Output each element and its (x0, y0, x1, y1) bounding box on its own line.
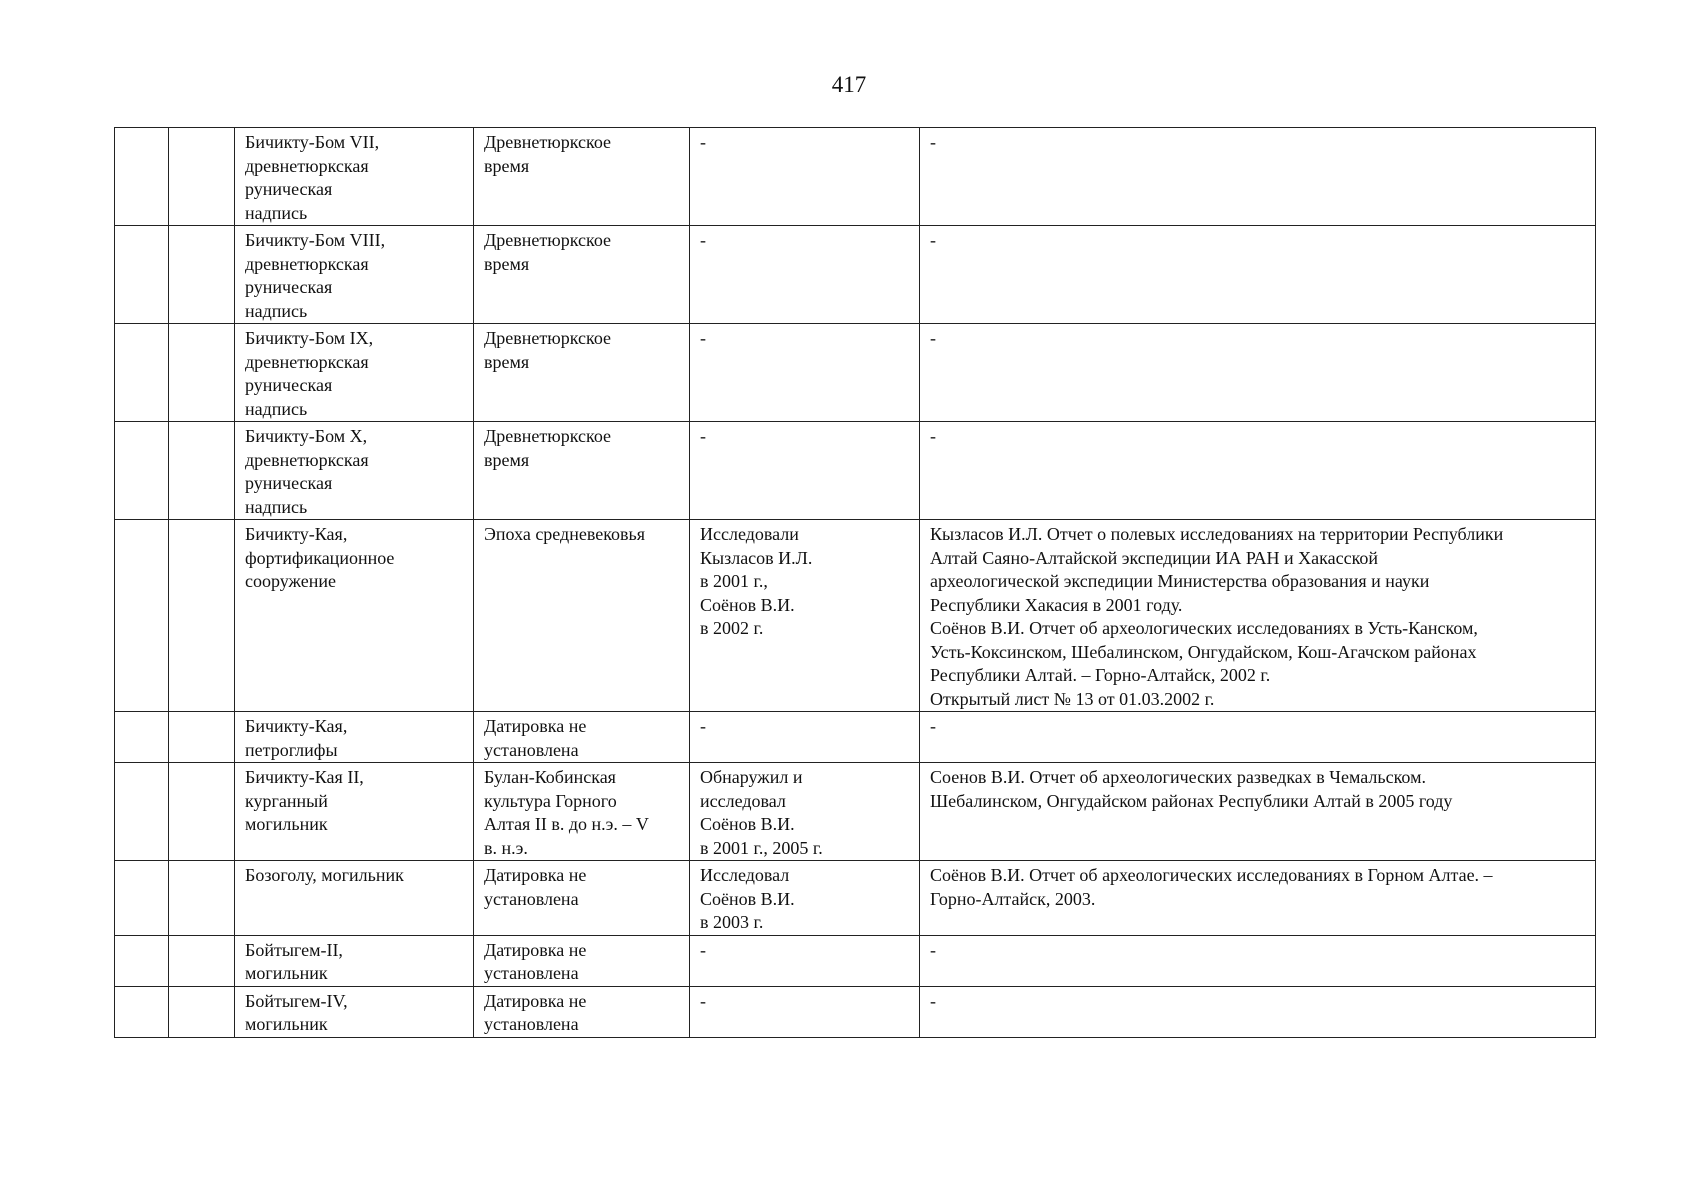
research-cell: - (690, 422, 920, 520)
dating-cell: Древнетюркское время (474, 128, 690, 226)
table-row (115, 712, 1596, 763)
table-row (115, 324, 1596, 422)
number-cell (169, 935, 235, 986)
table-row (115, 520, 1596, 712)
table-row (115, 861, 1596, 936)
index-cell (115, 128, 169, 226)
site-name-cell: Бойтыгем-II, могильник (235, 935, 474, 986)
table-row (115, 128, 1596, 226)
index-cell (115, 763, 169, 861)
number-cell (169, 520, 235, 712)
site-name-cell: Бичикту-Бом VII, древнетюркская руническая надпись (235, 128, 474, 226)
dating-cell: Древнетюркское время (474, 226, 690, 324)
index-cell (115, 520, 169, 712)
research-cell: - (690, 712, 920, 763)
table-row (115, 763, 1596, 861)
number-cell (169, 986, 235, 1037)
number-cell (169, 712, 235, 763)
site-name-cell: Бичикту-Кая, петроглифы (235, 712, 474, 763)
index-cell (115, 422, 169, 520)
number-cell (169, 422, 235, 520)
sources-cell: Соёнов В.И. Отчет об археологических исследованиях в Горном Алтае. – Горно-Алтайск, 2003. (920, 861, 1596, 936)
index-cell (115, 935, 169, 986)
number-cell (169, 324, 235, 422)
research-cell: - (690, 324, 920, 422)
site-name-cell: Бозоголу, могильник (235, 861, 474, 936)
sources-cell: - (920, 935, 1596, 986)
sources-cell: - (920, 324, 1596, 422)
number-cell (169, 128, 235, 226)
sources-cell: - (920, 986, 1596, 1037)
number-cell (169, 226, 235, 324)
site-name-cell: Бичикту-Кая II, курганный могильник (235, 763, 474, 861)
index-cell (115, 712, 169, 763)
research-cell: - (690, 986, 920, 1037)
heritage-registry-table (114, 127, 1596, 1038)
index-cell (115, 324, 169, 422)
dating-cell: Булан-Кобинская культура Горного Алтая II в. до н.э. – V в. н.э. (474, 763, 690, 861)
site-name-cell: Бичикту-Бом VIII, древнетюркская руническая надпись (235, 226, 474, 324)
table-row (115, 422, 1596, 520)
dating-cell: Древнетюркское время (474, 324, 690, 422)
index-cell (115, 986, 169, 1037)
number-cell (169, 763, 235, 861)
sources-cell: - (920, 226, 1596, 324)
research-cell: - (690, 935, 920, 986)
site-name-cell: Бичикту-Кая, фортификационное сооружение (235, 520, 474, 712)
number-cell (169, 861, 235, 936)
sources-cell: Соенов В.И. Отчет об археологических разведках в Чемальском. Шебалинском, Онгудайском районах Республики Алтай в 2005 году (920, 763, 1596, 861)
research-cell: - (690, 128, 920, 226)
table-row (115, 935, 1596, 986)
index-cell (115, 226, 169, 324)
site-name-cell: Бичикту-Бом X, древнетюркская руническая надпись (235, 422, 474, 520)
dating-cell: Датировка не установлена (474, 986, 690, 1037)
page-number: 417 (831, 72, 867, 97)
site-name-cell: Бойтыгем-IV, могильник (235, 986, 474, 1037)
table-row (115, 226, 1596, 324)
sources-cell: - (920, 422, 1596, 520)
dating-cell: Датировка не установлена (474, 861, 690, 936)
sources-cell: Кызласов И.Л. Отчет о полевых исследованиях на территории Республики Алтай Саяно-Алтайской экспедиции ИА РАН и Хакасской археологической экспедиции Министерства образования и науки Республики Хакасия в 2001 году. Соёнов В.И. Отчет об археологических исследованиях в Усть-Канском, Усть-Коксинском, Шебалинском, Онгудайском, Кош-Агачском районах Республики Алтай. – Горно-Алтайск, 2002 г. Открытый лист № 13 от 01.03.2002 г. (920, 520, 1596, 712)
dating-cell: Датировка не установлена (474, 935, 690, 986)
table-row (115, 986, 1596, 1037)
dating-cell: Эпоха средневековья (474, 520, 690, 712)
research-cell: - (690, 226, 920, 324)
sources-cell: - (920, 128, 1596, 226)
research-cell: Исследовал Соёнов В.И. в 2003 г. (690, 861, 920, 936)
dating-cell: Древнетюркское время (474, 422, 690, 520)
dating-cell: Датировка не установлена (474, 712, 690, 763)
research-cell: Исследовали Кызласов И.Л. в 2001 г., Соёнов В.И. в 2002 г. (690, 520, 920, 712)
research-cell: Обнаружил и исследовал Соёнов В.И. в 2001 г., 2005 г. (690, 763, 920, 861)
sources-cell: - (920, 712, 1596, 763)
site-name-cell: Бичикту-Бом IX, древнетюркская руническая надпись (235, 324, 474, 422)
index-cell (115, 861, 169, 936)
